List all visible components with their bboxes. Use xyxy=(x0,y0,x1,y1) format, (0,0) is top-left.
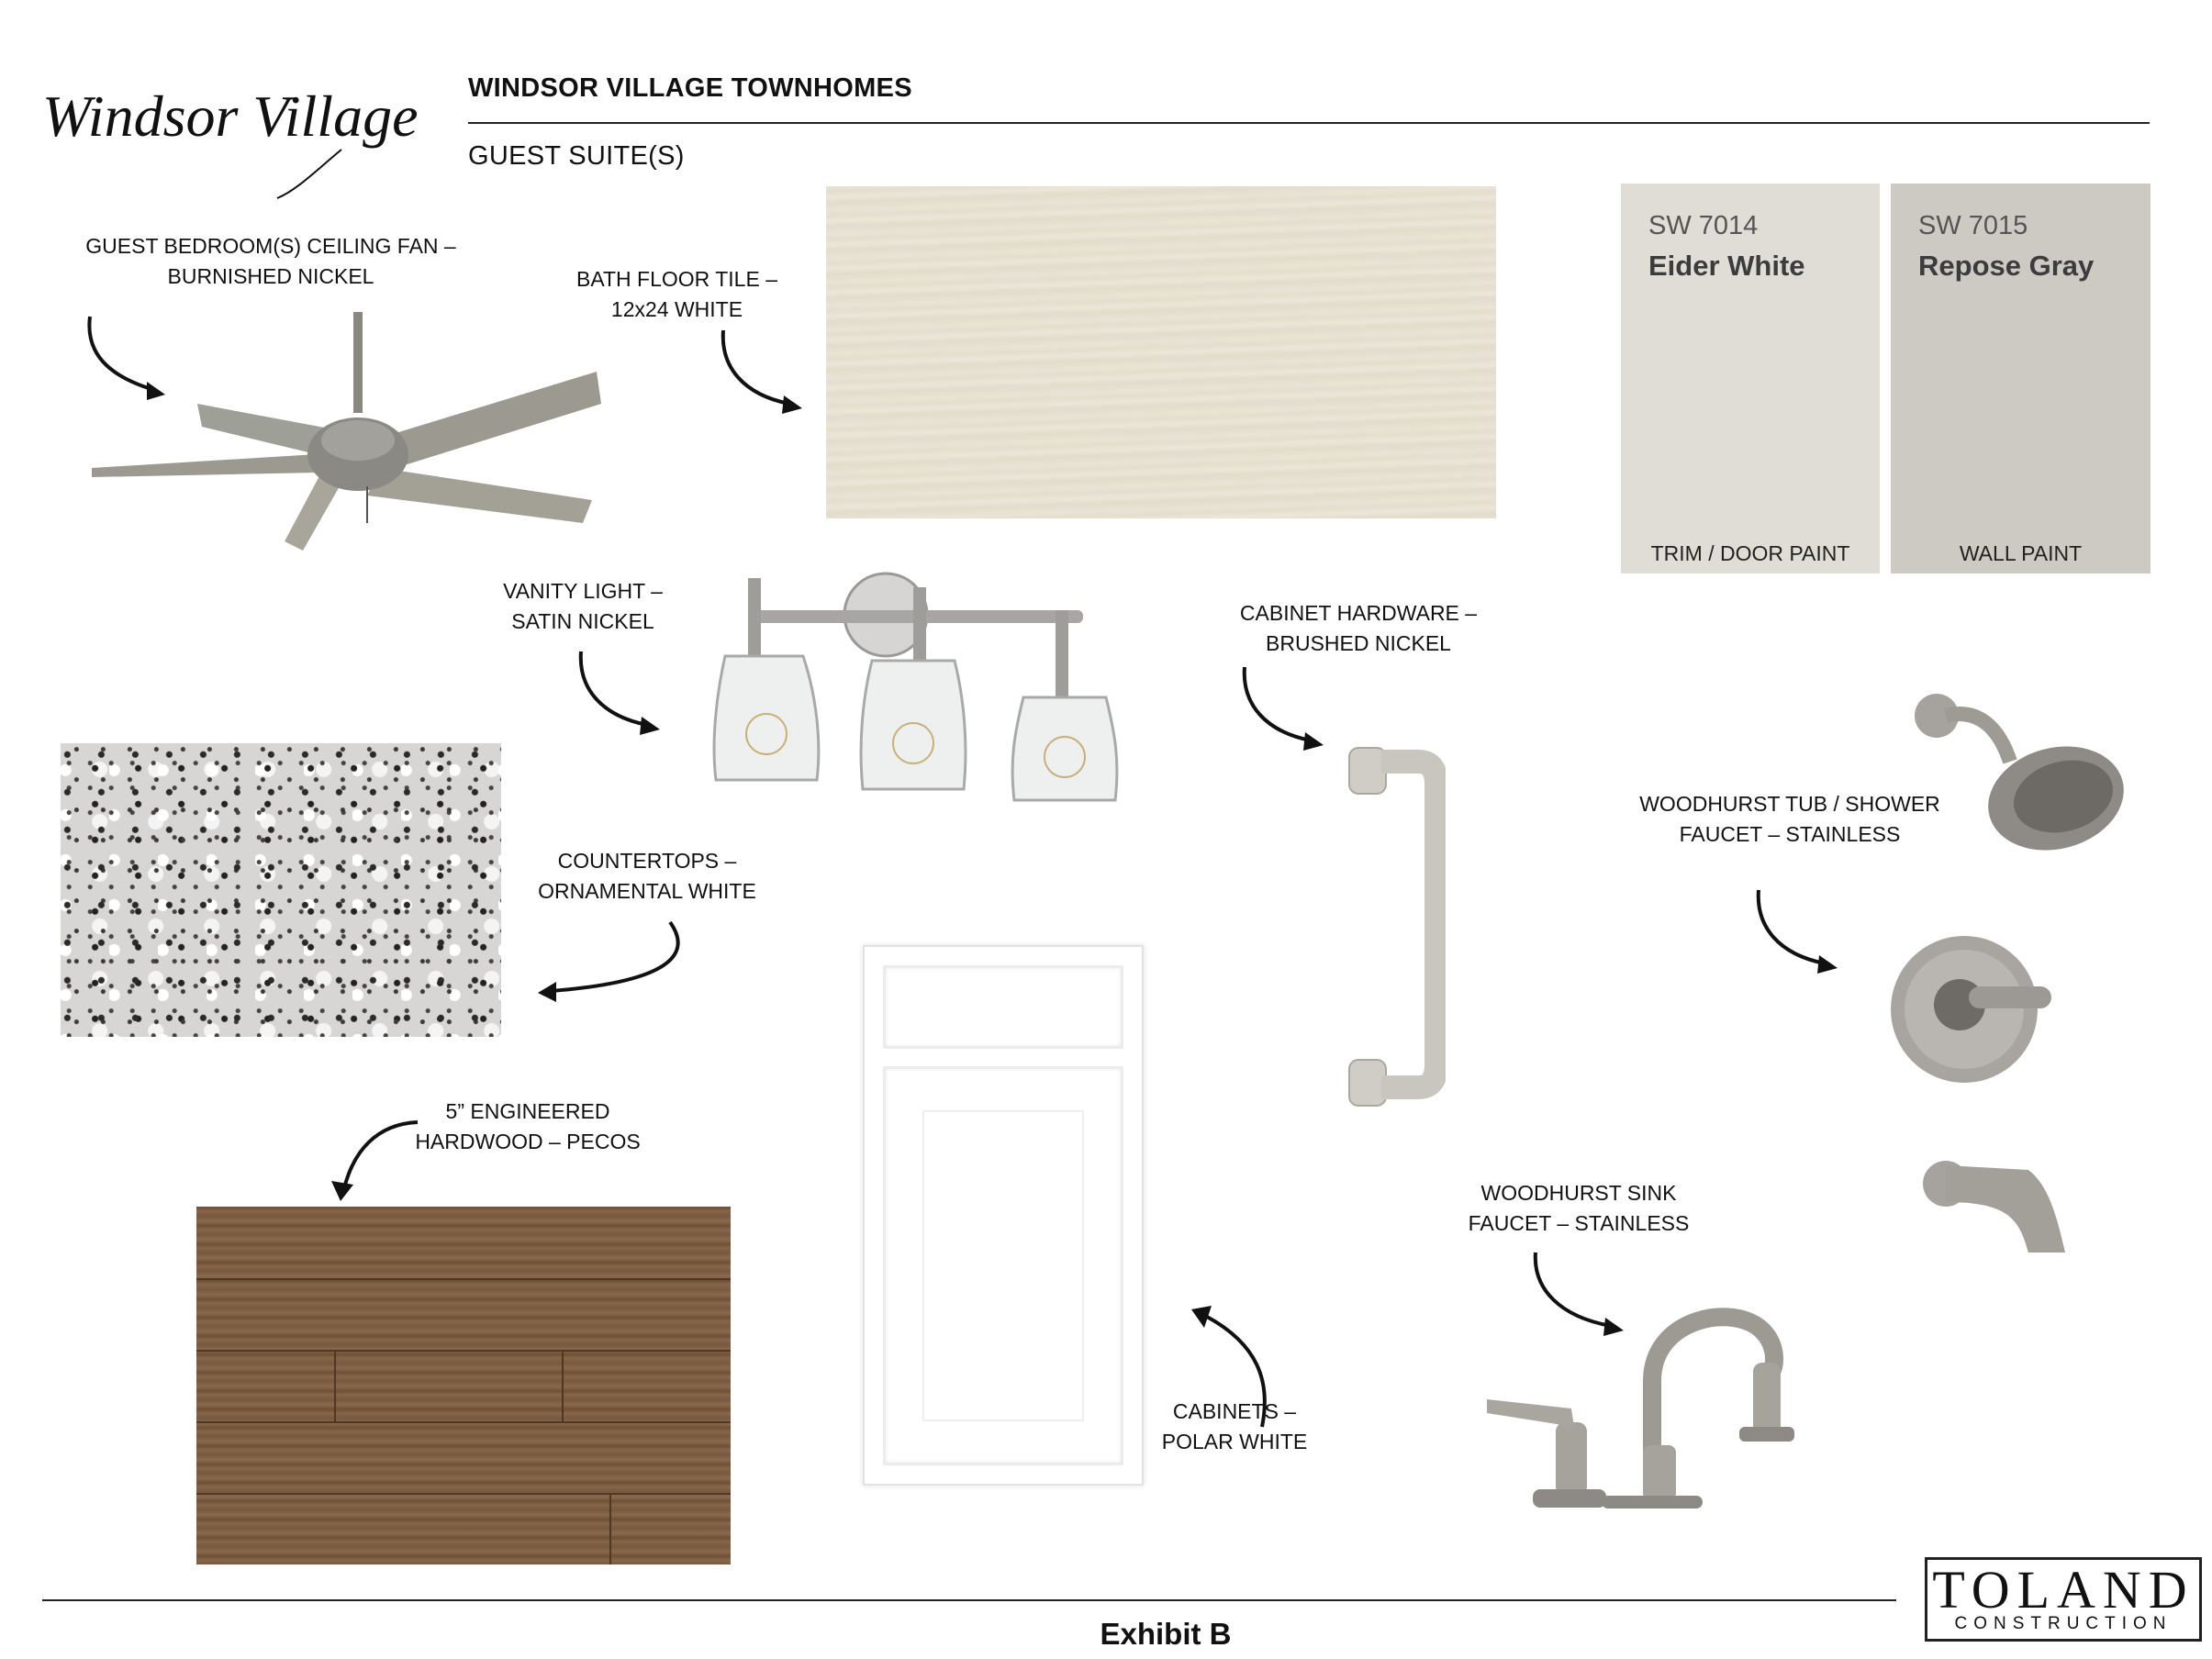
hardwood-arrow xyxy=(326,1115,427,1207)
countertops-label-line2: ORNAMENTAL WHITE xyxy=(538,879,756,903)
sink-faucet-label xyxy=(1459,1178,1698,1239)
cabinet-drawer-front xyxy=(883,965,1123,1049)
toland-logo-sub: CONSTRUCTION xyxy=(1954,1614,2173,1633)
ceiling-fan-label-line2: BURNISHED NICKEL xyxy=(167,264,374,288)
hardwood-label-line1: 5” ENGINEERED xyxy=(445,1099,610,1123)
tub-shower-label-line1: WOODHURST TUB / SHOWER xyxy=(1639,792,1940,816)
swatch-use: WALL PAINT xyxy=(1959,541,2083,565)
logo-text: Windsor Village xyxy=(42,84,419,149)
windsor-village-logo xyxy=(39,62,442,200)
countertops-label xyxy=(514,846,780,907)
tub-shower-label xyxy=(1634,789,1946,850)
sink-faucet-label-line1: WOODHURST SINK xyxy=(1480,1181,1677,1205)
swatch-use: TRIM / DOOR PAINT xyxy=(1650,541,1850,565)
hardwood-label-line2: HARDWOOD – PECOS xyxy=(415,1130,641,1153)
footer-divider xyxy=(42,1599,1896,1601)
vanity-light-label-line2: SATIN NICKEL xyxy=(511,609,654,633)
cabinet-pull-image xyxy=(1345,739,1446,1115)
page-subtitle: GUEST SUITE(S) xyxy=(468,141,685,171)
floor-tile-arrow xyxy=(716,326,808,418)
cabinet-hardware-label-line1: CABINET HARDWARE – xyxy=(1239,601,1478,625)
cabinets-label-line1: CABINETS – xyxy=(1172,1399,1297,1423)
tub-spout-image xyxy=(1918,1147,2084,1266)
shower-valve-image xyxy=(1882,927,2065,1092)
floor-tile-label-line1: BATH FLOOR TILE – xyxy=(576,267,777,291)
swatch-code: SW 7014 xyxy=(1648,211,1759,240)
swatch-name: Repose Gray xyxy=(1918,250,2095,282)
vanity-light-label-line1: VANITY LIGHT – xyxy=(503,579,663,603)
countertops-label-line1: COUNTERTOPS – xyxy=(557,849,737,873)
sink-faucet-label-line2: FAUCET – STAINLESS xyxy=(1468,1211,1690,1235)
cabinet-hardware-arrow xyxy=(1237,662,1329,754)
ceiling-fan-image xyxy=(87,303,610,560)
cabinet-hardware-label xyxy=(1230,598,1487,659)
floor-tile-label-line2: 12x24 WHITE xyxy=(610,297,743,321)
tub-shower-arrow xyxy=(1751,885,1843,977)
cabinet-door-front xyxy=(883,1066,1123,1465)
vanity-light-arrow xyxy=(574,647,665,739)
header-divider xyxy=(468,122,2150,124)
floor-tile-label xyxy=(560,264,794,325)
countertop-sample xyxy=(61,743,501,1037)
swatch-code: SW 7015 xyxy=(1918,211,2028,240)
hardwood-label xyxy=(395,1097,661,1157)
sink-faucet-image xyxy=(1469,1280,1854,1519)
paint-swatch-repose-gray xyxy=(1891,184,2151,573)
cabinets-label-line2: POLAR WHITE xyxy=(1161,1430,1308,1453)
swatch-name: Eider White xyxy=(1648,250,1805,282)
ceiling-fan-label xyxy=(83,231,459,292)
cabinet-door-panel xyxy=(922,1110,1084,1421)
page-title: WINDSOR VILLAGE TOWNHOMES xyxy=(468,73,912,103)
hardwood-sample xyxy=(196,1207,731,1564)
toland-construction-logo xyxy=(1925,1557,2202,1642)
bath-floor-tile-sample xyxy=(826,186,1496,518)
cabinets-label xyxy=(1138,1397,1331,1457)
cabinet-hardware-label-line2: BRUSHED NICKEL xyxy=(1266,631,1451,655)
tub-shower-label-line2: FAUCET – STAINLESS xyxy=(1679,822,1901,846)
vanity-light-label xyxy=(477,576,688,637)
toland-logo-main: TOLAND xyxy=(1932,1560,2195,1620)
exhibit-label: Exhibit B xyxy=(1100,1617,1232,1651)
countertops-arrow xyxy=(532,918,693,1009)
cabinet-door-sample xyxy=(863,945,1144,1486)
vanity-light-image xyxy=(688,560,1147,807)
paint-swatch-eider-white xyxy=(1621,184,1880,573)
ceiling-fan-label-line1: GUEST BEDROOM(S) CEILING FAN – xyxy=(85,234,456,258)
